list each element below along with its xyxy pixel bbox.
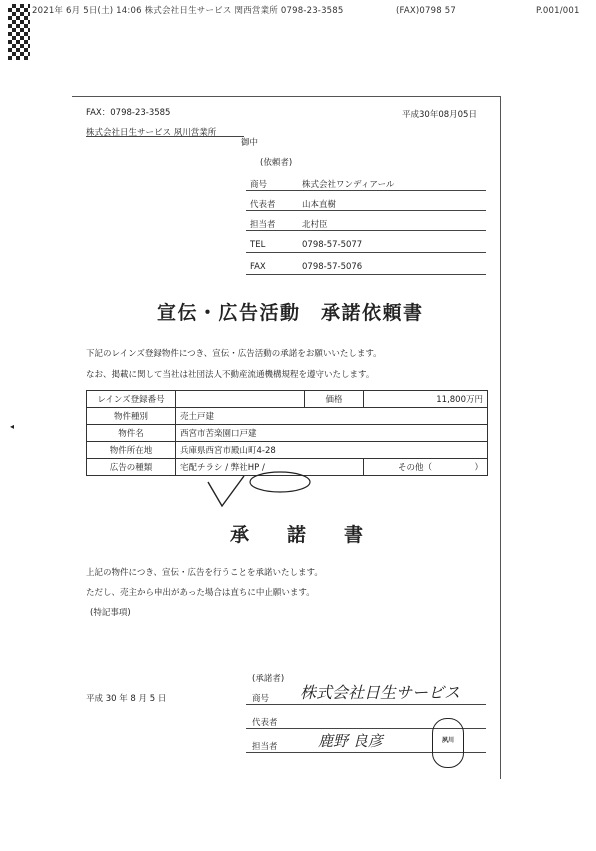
row-value-staff: 北村臣	[302, 220, 328, 230]
company-label: 商号	[252, 694, 270, 704]
check-mark	[208, 476, 244, 506]
company-signature: 株式会社日生サービス	[300, 683, 461, 702]
body-line-1: 下記のレインズ登録物件につき、宣伝・広告活動の承諾をお願いいたします。	[86, 349, 382, 359]
approver-label: (承諾者)	[252, 674, 285, 684]
row-label-company: 商号	[250, 180, 268, 190]
fax-header-page: P.001/001	[536, 6, 580, 16]
rep-label: 代表者	[252, 718, 278, 728]
underline	[246, 704, 486, 705]
document-date: 平成30年08月05日	[402, 110, 477, 120]
row-value-rep: 山本直樹	[302, 200, 337, 210]
price-label: 価格	[305, 391, 364, 408]
property-type-value: 売土戸建	[176, 408, 488, 425]
requester-intro: (依頼者)	[260, 158, 293, 168]
reins-number-label: レインズ登録番号	[87, 391, 176, 408]
sender-fax: FAX：0798-23-3585	[86, 108, 171, 118]
staff-signature: 鹿野 良彦	[318, 732, 383, 750]
fax-header-left: 2021年 6月 5日(土) 14:06 株式会社日生サービス 関西営業所 0798-23-3585	[32, 6, 344, 16]
property-name-label: 物件名	[87, 425, 176, 442]
reins-number-value	[176, 391, 305, 408]
row-value-company: 株式会社ワンディアール	[302, 180, 395, 190]
ad-type-label: 広告の種類	[87, 459, 176, 476]
underline	[246, 274, 486, 275]
staff-label: 担当者	[252, 742, 278, 752]
property-name-value: 西宮市苦楽園口戸建	[176, 425, 488, 442]
underline	[246, 230, 486, 231]
table-row	[87, 442, 488, 459]
underline	[246, 252, 486, 253]
property-table	[86, 390, 488, 476]
row-value-fax: 0798-57-5076	[302, 262, 363, 272]
seal-stamp-text: 夙川	[441, 737, 454, 744]
ad-type-value: 宅配チラシ / 弊社HP /	[176, 459, 364, 476]
body-line-2: なお、掲載に関して当社は社団法人不動産流通機構規程を遵守いたします。	[86, 370, 375, 380]
sender-honorific: 御中	[241, 138, 259, 148]
consent-line-1: 上記の物件につき、宣伝・広告を行うことを承諾いたします。	[86, 568, 323, 578]
document-title: 宣伝・広告活動 承諾依頼書	[157, 302, 424, 324]
sender-underline	[86, 136, 244, 137]
table-row	[87, 425, 488, 442]
price-value: 11,800万円	[364, 391, 488, 408]
row-label-fax: FAX	[250, 262, 266, 272]
consent-line-2: ただし、売主から申出があった場合は直ちに中止願います。	[86, 588, 315, 598]
seal-stamp	[432, 718, 464, 768]
row-label-tel: TEL	[250, 240, 266, 250]
handwritten-marks	[180, 470, 340, 520]
scan-artifact-icon: ◂	[10, 422, 15, 431]
ad-type-other: その他（ ）	[364, 459, 488, 476]
property-address-label: 物件所在地	[87, 442, 176, 459]
property-address-value: 兵庫県西宮市殿山町4-28	[176, 442, 488, 459]
sign-date: 平成 30 年 8 月 5 日	[86, 694, 167, 704]
row-value-tel: 0798-57-5077	[302, 240, 363, 250]
row-label-staff: 担当者	[250, 220, 276, 230]
special-notes-label: (特記事項)	[90, 608, 131, 618]
sender-company: 株式会社日生サービス 夙川営業所	[86, 128, 217, 138]
table-row	[87, 391, 488, 408]
fax-header-number: (FAX)0798 57	[396, 6, 456, 16]
circle-mark	[250, 472, 310, 492]
underline	[246, 190, 486, 191]
table-row	[87, 408, 488, 425]
property-type-label: 物件種別	[87, 408, 176, 425]
consent-title: 承諾書	[230, 524, 402, 546]
fax-checker-mark	[8, 4, 30, 60]
underline	[246, 210, 486, 211]
row-label-rep: 代表者	[250, 200, 276, 210]
